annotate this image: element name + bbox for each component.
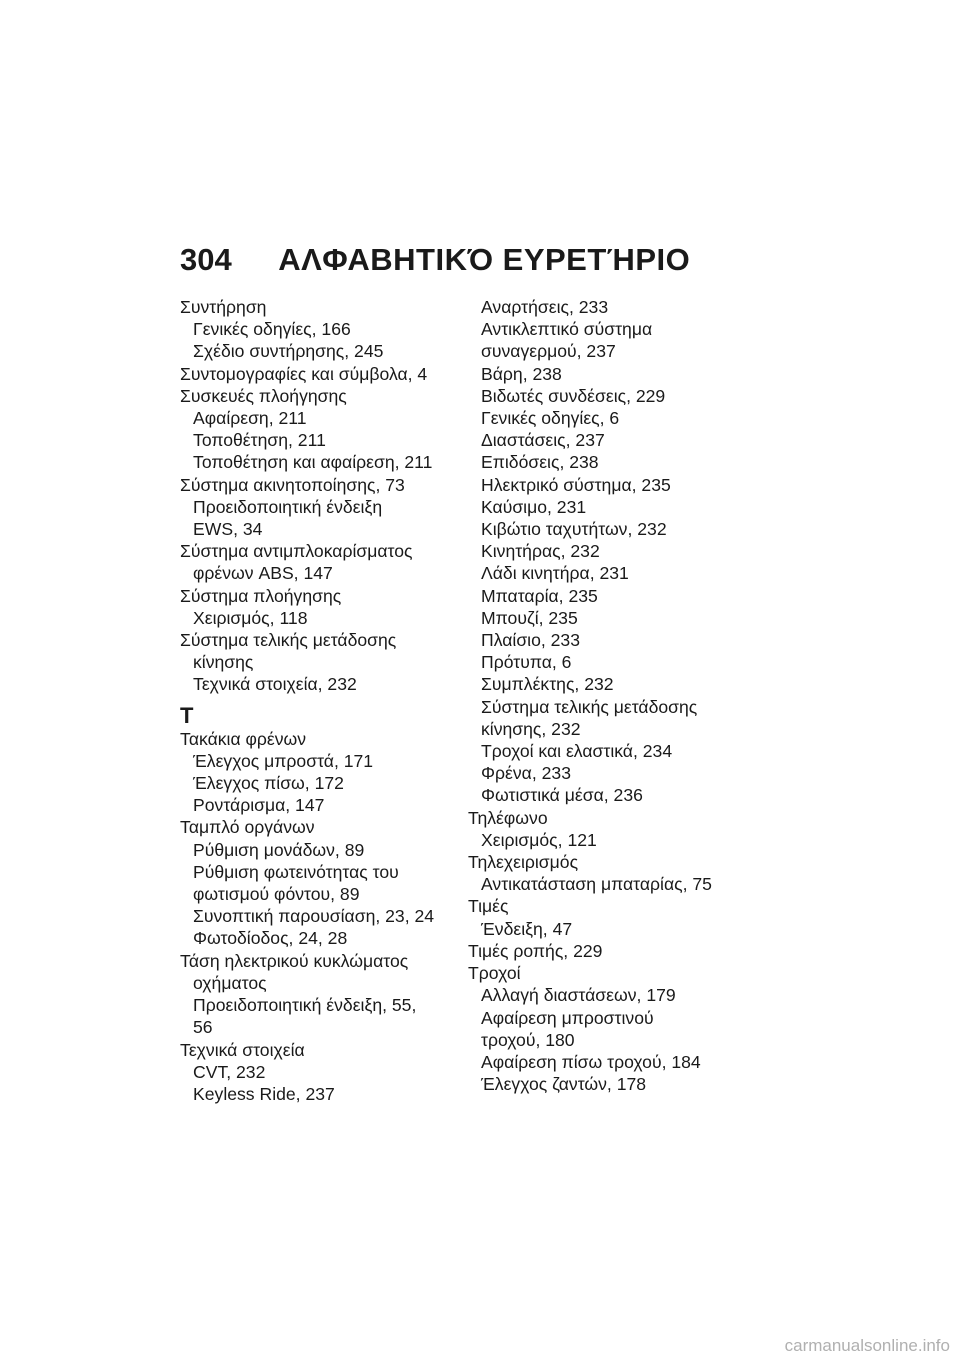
index-entry: Τάση ηλεκτρικού κυκλώματος bbox=[180, 950, 409, 971]
index-entry: Τοποθέτηση και αφαίρεση, 211 bbox=[193, 452, 433, 473]
index-entry: Keyless Ride, 237 bbox=[193, 1083, 335, 1104]
index-entry: 56 bbox=[193, 1017, 213, 1038]
index-entry: Καύσιμο, 231 bbox=[481, 496, 587, 517]
index-entry: Σύστημα αντιμπλοκαρίσματος bbox=[180, 541, 413, 562]
index-entry: Μπουζί, 235 bbox=[481, 607, 578, 628]
index-entry: Αφαίρεση, 211 bbox=[193, 408, 307, 429]
index-entry: Προειδοποιητική ένδειξη, 55, bbox=[193, 995, 417, 1016]
index-entry: Σύστημα ακινητοποίησης, 73 bbox=[180, 474, 405, 495]
index-entry: Τιμές ροπής, 229 bbox=[468, 940, 603, 961]
index-entry: Μπαταρία, 235 bbox=[481, 585, 598, 606]
index-column-right bbox=[468, 296, 768, 1095]
index-entry: Τηλεχειρισμός bbox=[468, 852, 579, 873]
index-entry: Χειρισμός, 121 bbox=[481, 829, 597, 850]
index-entry: CVT, 232 bbox=[193, 1061, 266, 1082]
index-entry: Φωτιστικά μέσα, 236 bbox=[481, 785, 643, 806]
index-entry: Τεχνικά στοιχεία bbox=[180, 1039, 305, 1060]
page-number: 304 bbox=[180, 242, 232, 277]
index-column-left bbox=[180, 296, 452, 1105]
index-entry: Προειδοποιητική ένδειξη bbox=[193, 496, 383, 517]
index-entry: Αφαίρεση πίσω τροχού, 184 bbox=[481, 1051, 701, 1072]
index-entry: Ροντάρισμα, 147 bbox=[193, 795, 325, 816]
index-entry: Διαστάσεις, 237 bbox=[481, 430, 605, 451]
index-entry: τροχού, 180 bbox=[481, 1029, 575, 1050]
index-entry: Τηλέφωνο bbox=[468, 807, 548, 828]
index-entry: Γενικές οδηγίες, 6 bbox=[481, 408, 620, 429]
index-entry: Γενικές οδηγίες, 166 bbox=[193, 319, 351, 340]
index-entry: οχήματος bbox=[193, 972, 267, 993]
index-entry: Συντομογραφίες και σύμβολα, 4 bbox=[180, 363, 428, 384]
index-entry: φρένων ABS, 147 bbox=[193, 563, 333, 584]
index-entry: Τοποθέτηση, 211 bbox=[193, 430, 326, 451]
index-entry: Σύστημα πλοήγησης bbox=[180, 585, 342, 606]
index-entry: Ρύθμιση μονάδων, 89 bbox=[193, 839, 365, 860]
index-entry: Έλεγχος πίσω, 172 bbox=[193, 773, 344, 794]
index-entry: Αντικλεπτικό σύστημα bbox=[481, 319, 653, 340]
index-entry: Φρένα, 233 bbox=[481, 763, 571, 784]
page-title: ΑΛΦΑΒΗΤΙΚΌ ΕΥΡΕΤΉΡΙΟ bbox=[278, 242, 691, 277]
index-entry: Συσκευές πλοήγησης bbox=[180, 385, 347, 406]
index-entry: Κιβώτιο ταχυτήτων, 232 bbox=[481, 519, 667, 540]
index-entry: Συμπλέκτης, 232 bbox=[481, 674, 614, 695]
index-letter-heading: Τ bbox=[180, 702, 194, 728]
index-entry: Ταμπλό οργάνων bbox=[180, 817, 315, 838]
index-entry: EWS, 34 bbox=[193, 519, 263, 540]
page-header bbox=[180, 242, 690, 278]
index-entry: Πρότυπα, 6 bbox=[481, 652, 572, 673]
index-entry: Αλλαγή διαστάσεων, 179 bbox=[481, 985, 676, 1006]
index-entry: Κινητήρας, 232 bbox=[481, 541, 600, 562]
index-entry: Έλεγχος μπροστά, 171 bbox=[193, 750, 374, 771]
index-entry: Τροχοί bbox=[468, 963, 521, 984]
index-entry: Βιδωτές συνδέσεις, 229 bbox=[481, 385, 666, 406]
index-entry: Αφαίρεση μπροστινού bbox=[481, 1007, 654, 1028]
index-entry: κίνησης, 232 bbox=[481, 718, 581, 739]
index-entry: Σχέδιο συντήρησης, 245 bbox=[193, 341, 384, 362]
index-entry: Τεχνικά στοιχεία, 232 bbox=[193, 674, 357, 695]
index-entry: Ρύθμιση φωτεινότητας του bbox=[193, 861, 399, 882]
watermark: carmanualsonline.info bbox=[784, 1336, 950, 1355]
index-entry: Συντήρηση bbox=[180, 297, 267, 317]
index-entry: Φωτοδίοδος, 24, 28 bbox=[193, 928, 348, 949]
index-entry: φωτισμού φόντου, 89 bbox=[193, 884, 360, 905]
index-entry: Βάρη, 238 bbox=[481, 363, 562, 384]
index-entry: Χειρισμός, 118 bbox=[193, 607, 308, 628]
index-entry: Αντικατάσταση μπαταρίας, 75 bbox=[481, 874, 712, 895]
index-entry: Συνοπτική παρουσίαση, 23, 24 bbox=[193, 906, 435, 927]
index-entry: Τροχοί και ελαστικά, 234 bbox=[481, 741, 673, 762]
index-entry: Σύστημα τελικής μετάδοσης bbox=[180, 630, 397, 651]
index-entry: Πλαίσιο, 233 bbox=[481, 630, 580, 651]
index-entry: Σύστημα τελικής μετάδοσης bbox=[481, 696, 698, 717]
index-entry: Τακάκια φρένων bbox=[180, 728, 307, 749]
index-entry: Ηλεκτρικό σύστημα, 235 bbox=[481, 474, 671, 495]
index-entry: Έλεγχος ζαντών, 178 bbox=[481, 1074, 647, 1095]
index-entry: Επιδόσεις, 238 bbox=[481, 452, 599, 473]
index-entry: κίνησης bbox=[193, 652, 254, 673]
index-entry: Αναρτήσεις, 233 bbox=[481, 297, 609, 317]
index-entry: Ένδειξη, 47 bbox=[481, 918, 573, 939]
index-entry: συναγερμού, 237 bbox=[481, 341, 616, 362]
index-entry: Τιμές bbox=[468, 896, 509, 917]
index-entry: Λάδι κινητήρα, 231 bbox=[481, 563, 629, 584]
